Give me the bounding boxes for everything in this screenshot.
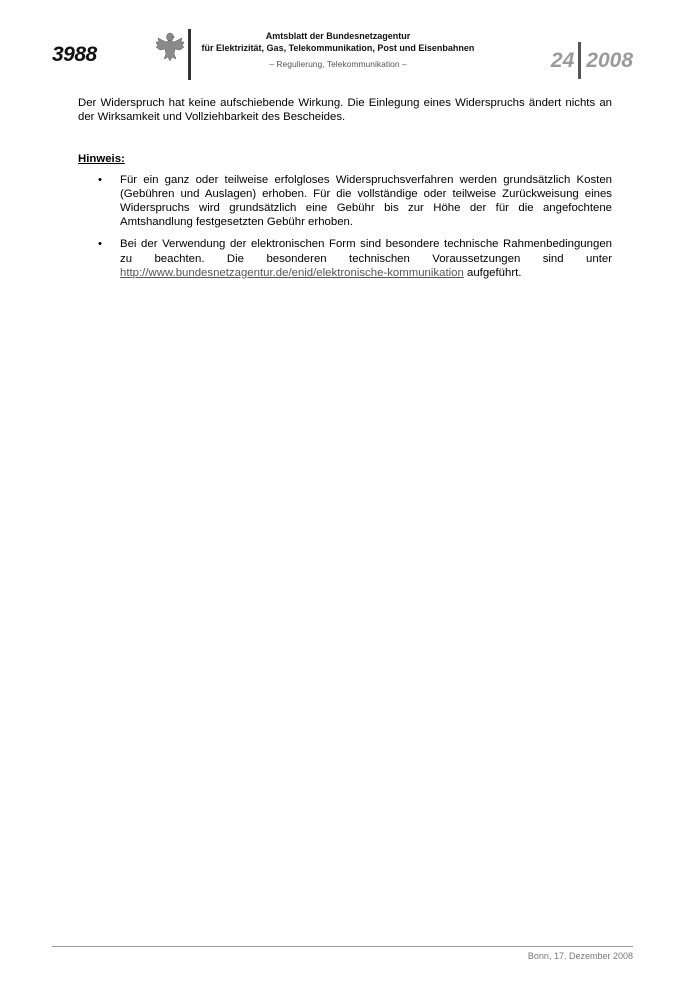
issue-divider: [578, 42, 581, 79]
bullet-icon: •: [98, 238, 102, 251]
list-item: [78, 237, 612, 280]
list-item: [78, 173, 612, 230]
header-divider: [188, 29, 191, 80]
note-text-after-link: aufgeführt.: [463, 266, 522, 279]
notes-list: [78, 173, 612, 280]
issue-number: 24: [550, 48, 575, 72]
gazette-title: Amtsblatt der Bundesnetzagentur: [265, 31, 411, 41]
federal-eagle-icon: [155, 28, 185, 62]
note-text-before-link: Bei der Verwendung der elektronischen Form sind besondere technische Rahmenbedingungen zu beachten. Die besonderen technischen Voraussetzungen sind unter: [120, 238, 612, 265]
bundesnetzagentur-link[interactable]: http://www.bundesnetzagentur.de/enid/elektronische-kommunikation: [120, 266, 464, 279]
footer-divider: [52, 946, 633, 947]
footer-place-date: Bonn, 17. Dezember 2008: [527, 951, 633, 961]
gazette-title-sectors: für Elektrizität, Gas, Telekommunikation, Post und Eisenbahnen: [201, 43, 475, 53]
note-text: Für ein ganz oder teilweise erfolgloses Widerspruchsverfahren werden grundsätzlich Kosten (Gebühren und Auslagen) erhoben. Für die vollständige oder teilweise Zurückweisung eines Widerspruchs wird grundsätzlich eine Gebühr bis zur Höhe der für die angefochtene Amtshandlung festgesetzten Gebühr erhoben.: [120, 173, 612, 229]
issue-year: 2008: [586, 48, 633, 72]
issue-block: [551, 42, 633, 79]
page-number: 3988: [52, 43, 97, 66]
gazette-section: – Regulierung, Telekommunikation –: [269, 59, 407, 69]
document-body: [78, 96, 612, 288]
intro-paragraph: Der Widerspruch hat keine aufschiebende Wirkung. Die Einlegung eines Widerspruchs ändert nichts an der Wirksamkeit und Vollziehbarkeit des Bescheides.: [78, 97, 612, 124]
bullet-icon: •: [98, 173, 102, 186]
hinweis-heading: Hinweis:: [78, 153, 125, 166]
gazette-title-block: [195, 30, 481, 69]
